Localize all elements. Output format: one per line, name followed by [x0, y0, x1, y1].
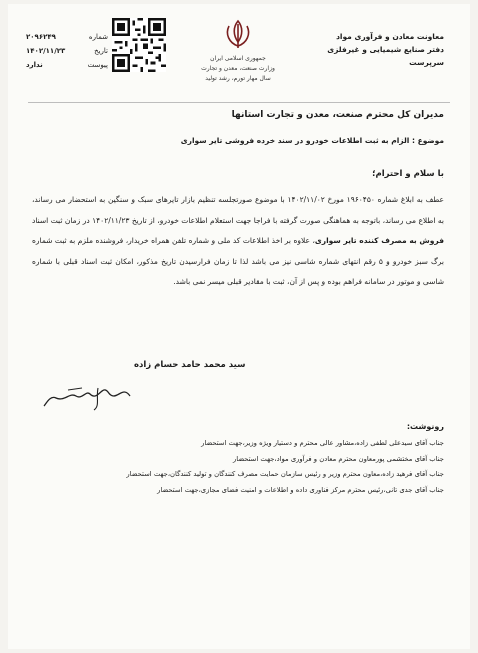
cc-list [126, 436, 444, 498]
greeting: با سلام و احترام؛ [372, 169, 444, 179]
signer-name: سید محمد حامد حسام زاده [134, 360, 246, 370]
org-line-2: دفتر صنایع شیمیایی و غیرفلزی [327, 45, 444, 54]
recipient: مدیران کل محترم صنعت، معدن و تجارت استانها [231, 110, 444, 120]
iran-emblem-icon [223, 18, 253, 50]
cc-item: جناب آقای جدی تانی،رئیس محترم مرکز فناوری داده و اطلاعات و امنیت فضای مجازی،جهت استحضار [157, 485, 444, 494]
letter-number-value: ۲۰۹۶۲۴۹ [26, 33, 56, 41]
emblem-text-2: وزارت صنعت، معدن و تجارت [201, 65, 275, 72]
letter-page [8, 4, 470, 649]
cc-title: رونوشت: [406, 422, 444, 431]
organization-block [324, 30, 444, 69]
letterhead-emblem [178, 18, 298, 98]
letter-meta [26, 30, 108, 72]
cc-item: جناب آقای سیدعلی لطفی زاده،مشاور عالی محترم و دستیار ویژه وزیر،جهت استحضار [201, 439, 444, 447]
signature-icon [38, 376, 138, 414]
org-line-3: سرپرست [409, 58, 444, 67]
body-text-1: عطف به ابلاغ شماره ۱۹۶۰۴۵۰ مورخ ۱۴۰۲/۱۱/۰۲ با موضوع صورتجلسه تنظیم بازار تایرهای سبک و سنگین به استحضار می رساند، به اطلاع می رساند، باتوجه به هماهنگی صورت گرفته با فراجا جهت استعلام اطلاعات خودرو، از تاریخ ۱۴۰۲/۱۱/۲۳ در زمان ثبت اسناد [32, 195, 445, 225]
letter-attachment-label: پیوست [87, 61, 108, 69]
subject-line: موضوع : الزام به ثبت اطلاعات خودرو در سند خرده فروشی تایر سواری [180, 136, 444, 145]
letter-attachment [26, 58, 108, 72]
cc-item: جناب آقای فرهید زاده،معاون محترم وزیر و رئیس سازمان حمایت مصرف کنندگان و تولید کنندگان،جهت استحضار [126, 470, 444, 478]
emblem-text-1: جمهوری اسلامی ایران [210, 55, 266, 62]
letter-date-label: تاریخ [94, 47, 108, 55]
org-line-1: معاونت معادن و فرآوری مواد [336, 32, 444, 41]
body-paragraph [32, 190, 444, 293]
cc-item: جناب آقای مختشمی پورمعاون محترم معادن و فرآوری مواد،جهت استحضار [232, 454, 444, 463]
header-divider [28, 102, 450, 103]
body-text-2: ، علاوه بر اخذ اطلاعات کد ملی و شماره تلفن همراه خریدار، فروشنده ملزم به ثبت شماره برگ سبز خودرو و ۵ رقم انتهای شماره شاسی نیز می باشد لذا تا زمان فرارسیدن تاریخ مذکور، امکان ثبت اسناد قبلی با شماره شاسی و موتور در سامانه فراهم بوده و پس از آن، ثبت با مقادیر قبلی میسر نمی باشد. [32, 236, 444, 286]
letter-date-value: ۱۴۰۲/۱۱/۲۳ [26, 47, 66, 55]
body-text-bold: فروش به مصرف کننده تایر سواری [314, 236, 444, 245]
letter-number-label: شماره [88, 33, 108, 41]
qr-code-icon [112, 18, 166, 72]
year-slogan: سال مهار تورم، رشد تولید [205, 75, 271, 82]
letter-date [26, 44, 108, 58]
letter-number [26, 30, 108, 44]
letter-attachment-value: ندارد [26, 61, 43, 69]
